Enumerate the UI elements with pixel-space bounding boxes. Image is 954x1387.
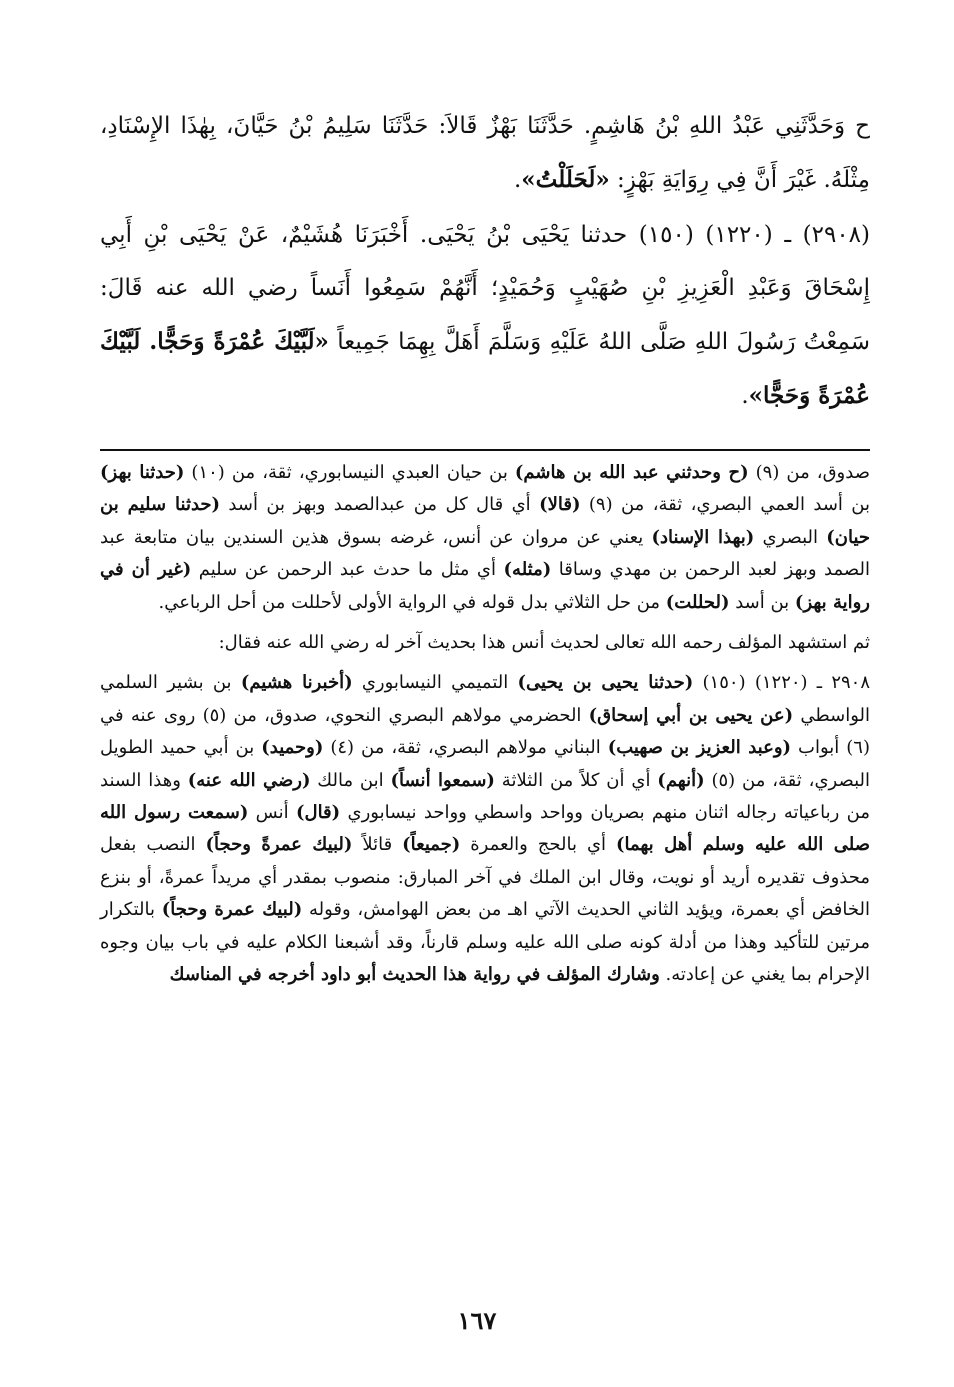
commentary-text-segment: بالتكرار مرتين للتأكيد وهذا من أدلة كونه صلى الله عليه وسلم قارناً، وقد أشبعنا الكلام عليه في باب بيان وجوه الإحرام بما يغني عن إعادته. [100,899,870,986]
hadith-paragraph-1 [100,100,870,207]
commentary-text-segment: قائلاً [352,834,403,856]
commentary-bold-segment: (عن يحيى بن أبي إسحاق) [588,704,794,726]
commentary-text-segment: بن حيان العبدي النيسابوري، ثقة، من (١٠) [184,462,515,483]
commentary-text-segment: صدوق، من (٩) [748,462,870,483]
commentary-bold-segment: (سمعوا أنساً) [390,769,495,791]
commentary-text-segment: وهذا السند من رباعياته رجاله اثنان منهم بصريان وواحد واسطي وواحد نيسابوري [100,769,870,824]
commentary-text-segment: البناني مولاهم البصري، ثقة، من (٤) [323,737,608,759]
commentary-paragraph-3 [100,667,870,991]
hadith-1-end: . [513,167,522,193]
commentary-bold-segment: وشارك المؤلف في رواية هذا الحديث أبو داود أخرجه في المناسك [169,964,660,986]
commentary-text-segment: ابن مالك [310,769,391,791]
commentary-text-segment: بن بشير السلمي الواسطي [100,672,871,726]
commentary-bold-segment: (حدثنا يحيى بن يحيى) [517,672,694,694]
commentary-text-segment: بن أسد [729,591,795,613]
commentary-bold-segment: (مثله) [503,559,552,581]
commentary-block [100,457,870,992]
commentary-bold-segment: (سمعت رسول الله صلى الله عليه وسلم أهل بهما) [100,802,871,856]
hadith-main-text [100,100,870,423]
hadith-2-quote: «لَبَّيْكَ عُمْرَةً وَحَجًّا. لَبَّيْكَ عُمْرَةً وَحَجًّا» [100,328,870,409]
commentary-bold-segment: (قالا) [539,494,581,516]
commentary-paragraph-1 [100,457,870,619]
commentary-bold-segment: (أنهم) [657,769,705,791]
hadith-2-end: . [741,383,749,409]
hadith-1-text: ح وَحَدَّثَنِي عَبْدُ اللهِ بْنُ هَاشِمٍ. حَدَّثَنَا بَهْزٌ قَالاَ: حَدَّثَنَا سَلِيمُ بْنُ حَيَّانَ، بِهٰذَا الإِسْنَادِ، مِثْلَهُ. غَيْرَ أَنَّ فِي رِوَايَةِ بَهْزٍ: [100,113,870,193]
commentary-text-segment: النصب بفعل محذوف تقديره أريد أو نويت، وقال ابن الملك في آخر المبارق: منصوب بمقدر أي مريداً عمرةً، أو بنزع الخافض أي بعمرة، ويؤيد الثاني الحديث الآتي اهـ من بعض الهوامش، وقوله [100,834,870,921]
book-page [100,100,870,992]
commentary-text-segment: أي مثل ما حدث عبد الرحمن عن سليم [191,559,504,581]
commentary-text-segment: ٢٩٠٨ ـ (١٢٢٠) (١٥٠) [693,672,870,694]
commentary-text-segment: الحضرمي مولاهم البصري النحوي، صدوق، من (٥) روى عنه في (٦) أبواب [100,704,870,759]
commentary-bold-segment: (ح وحدثني عبد الله بن هاشم) [514,462,749,483]
commentary-bold-segment: (أخبرنا هشيم) [240,672,353,694]
commentary-text-segment: أي قال كل من عبدالصمد وبهز بن أسد [220,494,540,516]
commentary-bold-segment: (حدثنا بهز) [100,462,185,483]
commentary-text-segment: التميمي النيسابوري [352,672,518,694]
commentary-bold-segment: (لبيك عمرة وحجاً) [161,899,303,921]
commentary-text-segment: من حل الثلاثي بدل قوله في الرواية الأولى لأحللت من أحل الرباعي. [158,591,666,613]
commentary-text-segment: البصري [754,526,827,548]
footnote-divider [100,449,870,451]
commentary-bold-segment: (وحميد) [261,737,324,759]
commentary-text-segment: يعني عن مروان عن أنس، غرضه بسوق هذين السندين بيان متابعة عبد الصمد وبهز لعبد الرحمن بن مهدي وساقا [100,526,870,581]
commentary-text-segment: بن أبي حميد الطويل البصري، ثقة، من (٥) [100,737,870,791]
page-number: ١٦٧ [457,1306,497,1335]
hadith-2-text: (٢٩٠٨) ـ (١٢٢٠) (١٥٠) حدثنا يَحْيَى بْنُ يَحْيَى. أَخْبَرَنَا هُشَيْمٌ، عَنْ يَحْيَى بْنِ أَبِي إِسْحَاقَ وَعَبْدِ الْعَزِيزِ بْنِ صُهَيْبٍ وَحُمَيْدٍ؛ أَنَّهُمْ سَمِعُوا أَنَساً رضي الله عنه قَالَ: سَمِعْتُ رَسُولَ اللهِ صَلَّى اللهُ عَلَيْهِ وَسَلَّمَ أَهَلَّ بِهِمَا جَمِيعاً [100,222,871,355]
commentary-bold-segment: (غير أن في رواية بهز) [100,559,870,613]
commentary-bold-segment: (لحللت) [665,591,730,613]
hadith-1-quote: «لَحَلَلْتُ» [521,166,610,193]
commentary-bold-segment: (بهذا الإسناد) [651,526,755,548]
commentary-bold-segment: (جميعاً) [402,834,461,856]
commentary-text-segment: أنس [248,802,296,824]
commentary-paragraph-2: ثم استشهد المؤلف رحمه الله تعالى لحديث أنس هذا بحديث آخر له رضي الله عنه فقال: [218,632,870,654]
commentary-text-segment: أي بالحج والعمرة [460,834,616,856]
hadith-paragraph-2 [100,209,870,423]
commentary-bold-segment: (رضي الله عنه) [187,769,311,791]
commentary-bold-segment: (قال) [295,802,341,824]
commentary-bold-segment: (وعبد العزيز بن صهيب) [607,737,792,759]
commentary-text-segment: بن أسد العمي البصري، ثقة، من (٩) [580,494,871,516]
commentary-bold-segment: (لبيك عمرةً وحجاً) [205,834,353,856]
commentary-bold-segment: (حدثنا سليم بن حيان) [100,494,870,548]
commentary-text-segment: أي أن كلاً من الثلاثة [494,769,658,791]
